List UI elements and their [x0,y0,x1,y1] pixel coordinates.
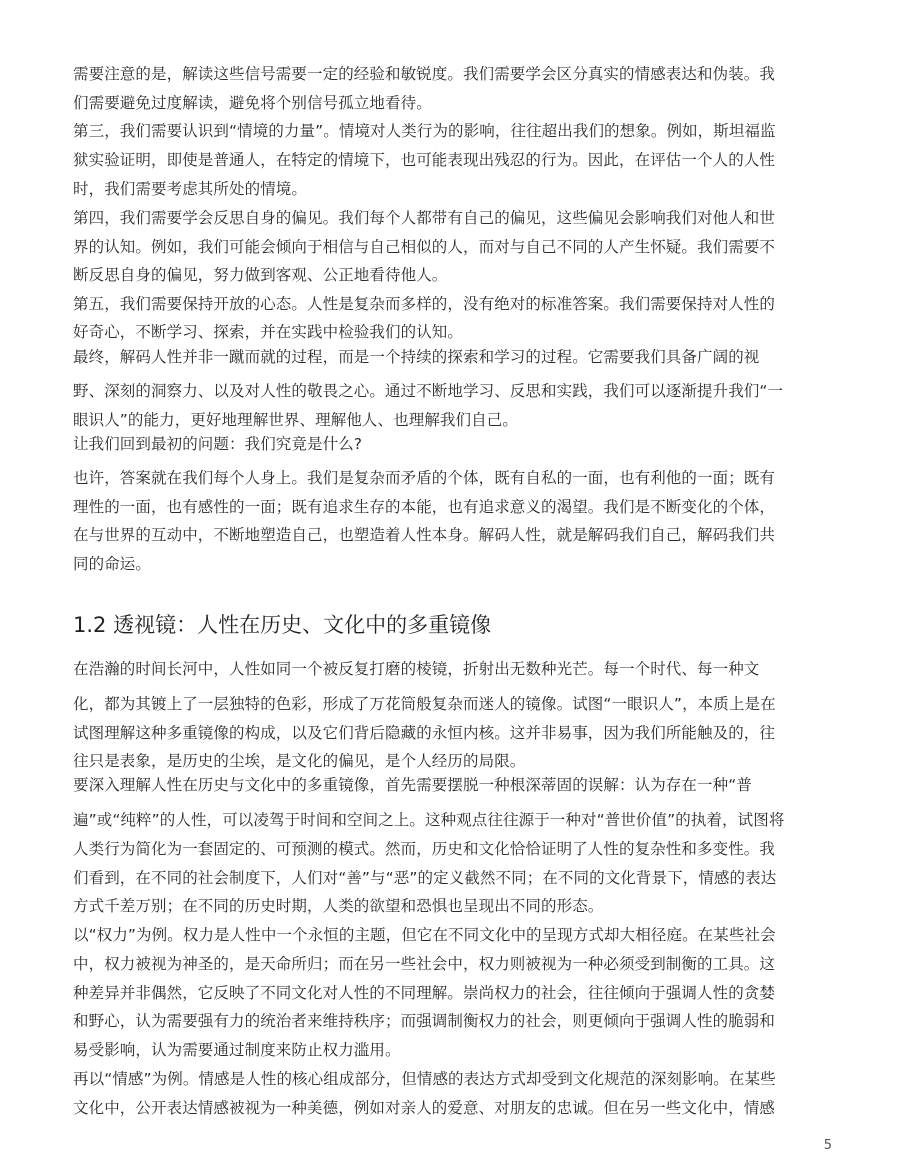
text-line: 也许，答案就在我们每个人身上。我们是复杂而矛盾的个体，既有自私的一面，也有利他的一面；既有 [73,469,776,487]
text-line: 种差异并非偶然，它反映了不同文化对人性的不同理解。崇尚权力的社会，往往倾向于强调人性的贪婪 [73,984,776,1002]
text-line: 以“权力”为例。权力是人性中一个永恒的主题，但它在不同文化中的呈现方式却大相径庭。在某些社会 [73,926,776,944]
text-line: 第三，我们需要认识到“情境的力量”。情境对人类行为的影响，往往超出我们的想象。例如，斯坦福监 [73,122,776,140]
text-line: 第四，我们需要学会反思自身的偏见。我们每个人都带有自己的偏见，这些偏见会影响我们对他人和世 [73,209,776,227]
text-line: 最终，解码人性并非一蹴而就的过程，而是一个持续的探索和学习的过程。它需要我们具备广阔的视 [73,348,760,366]
text-line: 方式千差万别；在不同的历史时期，人类的欲望和恐惧也呈现出不同的形态。 [73,897,604,915]
section-heading: 1.2 透视镜：人性在历史、文化中的多重镜像 [73,613,492,637]
text-line: 在与世界的互动中，不断地塑造自己，也塑造着人性本身。解码人性，就是解码我们自己，解码我们共 [73,526,776,544]
text-line: 再以“情感”为例。情感是人性的核心组成部分，但情感的表达方式却受到文化规范的深刻影响。在某些 [73,1070,776,1088]
text-line: 文化中，公开表达情感被视为一种美德，例如对亲人的爱意、对朋友的忠诚。但在另一些文化中，情感 [73,1099,776,1117]
text-line: 和野心，认为需要强有力的统治者来维持秩序；而强调制衡权力的社会，则更倾向于强调人性的脆弱和 [73,1012,776,1030]
text-line: 野、深刻的洞察力、以及对人性的敬畏之心。通过不断地学习、反思和实践，我们可以逐渐提升我们“一 [73,382,784,400]
text-line: 理性的一面，也有感性的一面；既有追求生存的本能，也有追求意义的渴望。我们是不断变化的个体， [73,498,776,516]
text-line: 断反思自身的偏见，努力做到客观、公正地看待他人。 [73,266,448,284]
text-line: 在浩瀚的时间长河中，人性如同一个被反复打磨的棱镜，折射出无数种光芒。每一个时代、每一种文 [73,660,760,678]
text-line: 试图理解这种多重镜像的构成，以及它们背后隐藏的永恒内核。这并非易事，因为我们所能触及的，往 [73,724,776,742]
text-line: 眼识人”的能力，更好地理解世界、理解他人、也理解我们自己。 [73,411,518,429]
page-number: 5 [823,1138,832,1153]
text-line: 要深入理解人性在历史与文化中的多重镜像，首先需要摆脱一种根深蒂固的误解：认为存在一种“普 [73,776,752,794]
text-line: 往只是表象，是历史的尘埃，是文化的偏见，是个人经历的局限。 [73,752,526,770]
text-line: 界的认知。例如，我们可能会倾向于相信与自己相似的人，而对与自己不同的人产生怀疑。我们需要不 [73,238,776,256]
text-line: 易受影响，认为需要通过制度来防止权力滥用。 [73,1041,401,1059]
text-line: 们需要避免过度解读，避免将个别信号孤立地看待。 [73,94,432,112]
text-line: 化，都为其镀上了一层独特的色彩，形成了万花筒般复杂而迷人的镜像。试图“一眼识人”，本质上是在 [73,695,776,713]
text-line: 时，我们需要考虑其所处的情境。 [73,180,308,198]
text-line: 同的命运。 [73,555,152,573]
text-line: 好奇心，不断学习、探索，并在实践中检验我们的认知。 [73,323,464,341]
text-line: 第五，我们需要保持开放的心态。人性是复杂而多样的，没有绝对的标准答案。我们需要保持对人性的 [73,295,776,313]
text-line: 中，权力被视为神圣的，是天命所归；而在另一些社会中，权力则被视为一种必须受到制衡的工具。这 [73,955,776,973]
text-line: 狱实验证明，即使是普通人，在特定的情境下，也可能表现出残忍的行为。因此，在评估一个人的人性 [73,151,776,169]
text-line: 遍”或“纯粹”的人性，可以凌驾于时间和空间之上。这种观点往往源于一种对“普世价值”的执着，试图将 [73,811,785,829]
text-line: 需要注意的是，解读这些信号需要一定的经验和敏锐度。我们需要学会区分真实的情感表达和伪装。我 [73,65,776,83]
text-line: 人类行为简化为一套固定的、可预测的模式。然而，历史和文化恰恰证明了人性的复杂性和多变性。我 [73,840,776,858]
text-line: 们看到，在不同的社会制度下，人们对“善”与“恶”的定义截然不同；在不同的文化背景下，情感的表达 [73,869,777,887]
text-line: 让我们回到最初的问题：我们究竟是什么? [73,435,363,453]
